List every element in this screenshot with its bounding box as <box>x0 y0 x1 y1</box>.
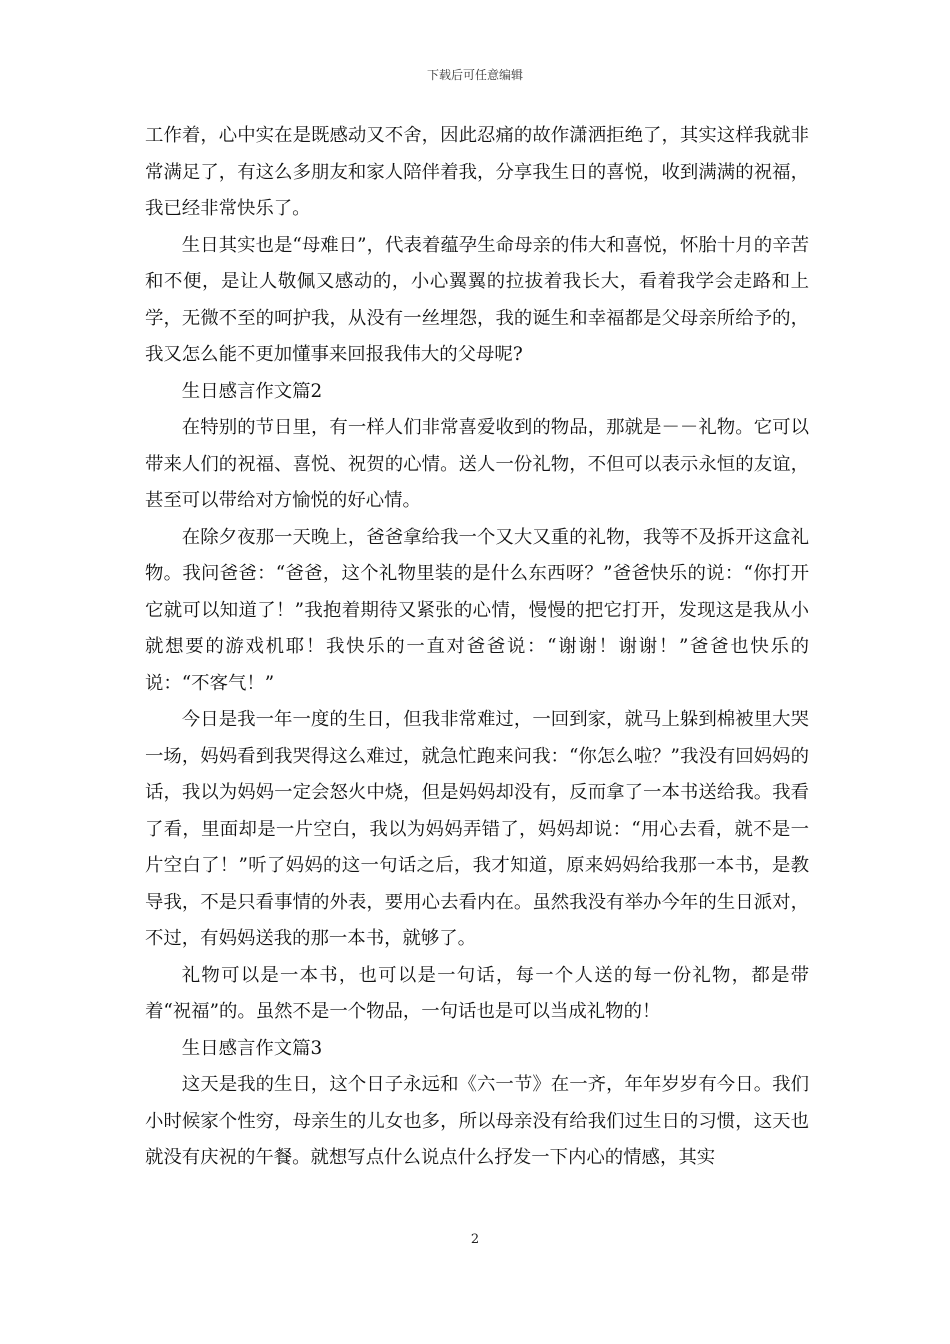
section-heading-2: 生日感言作文篇2 <box>181 380 323 402</box>
paragraph-mother-day: 生日其实也是“母难日”，代表着蕴孕生命母亲的伟大和喜悦，怀胎十月的辛苦和不便，是让人敬佩又感动的，小心翼翼的拉拔着我长大，看着我学会走路和上学，无微不至的呵护我，从没有一丝埋怨，我的诞生和幸福都是父母亲所给予的，我又怎么能不更加懂事来回报我伟大的父母呢? <box>145 234 809 365</box>
paragraph-continuation: 工作着，心中实在是既感动又不舍，因此忍痛的故作潇洒拒绝了，其实这样我就非常满足了，有这么多朋友和家人陪伴着我，分享我生日的喜悦，收到满满的祝福，我已经非常快乐了。 <box>145 125 809 219</box>
paragraph-birthday-book: 今日是我一年一度的生日，但我非常难过，一回到家，就马上躲到棉被里大哭一场，妈妈看到我哭得这么难过，就急忙跑来问我：“你怎么啦？”我没有回妈妈的话，我以为妈妈一定会怒火中烧，但是妈妈却没有，反而拿了一本书送给我。我看了看，里面却是一片空白，我以为妈妈弄错了，妈妈却说：“用心去看，就不是一片空白了！”听了妈妈的这一句话之后，我才知道，原来妈妈给我那一本书，是教导我，不是只看事情的外表，要用心去看内在。虽然我没有举办今年的生日派对，不过，有妈妈送我的那一本书，就够了。 <box>145 709 809 949</box>
document-body <box>145 118 809 1177</box>
page-header: 下载后可任意编辑 <box>426 68 523 82</box>
section-heading-3: 生日感言作文篇3 <box>181 1037 323 1059</box>
paragraph-new-year-eve: 在除夕夜那一天晚上，爸爸拿给我一个又大又重的礼物，我等不及拆开这盒礼物。我问爸爸：“爸爸，这个礼物里装的是什么东西呀？”爸爸快乐的说：“你打开它就可以知道了！”我抱着期待又紧张的心情，慢慢的把它打开，发现这是我从小就想要的游戏机耶！我快乐的一直对爸爸说：“谢谢！谢谢！”爸爸也快乐的说：“不客气！” <box>145 526 809 694</box>
paragraph-gift-intro: 在特别的节日里，有一样人们非常喜爱收到的物品，那就是－－礼物。它可以带来人们的祝福、喜悦、祝贺的心情。送人一份礼物，不但可以表示永恒的友谊，甚至可以带给对方愉悦的好心情。 <box>145 417 809 511</box>
paragraph-gift-conclusion: 礼物可以是一本书，也可以是一句话，每一个人送的每一份礼物，都是带着“祝福”的。虽然不是一个物品，一句话也是可以当成礼物的！ <box>145 964 809 1022</box>
page-number: 2 <box>470 1232 480 1247</box>
paragraph-childrens-day: 这天是我的生日，这个日子永远和《六一节》在一齐，年年岁岁有今日。我们小时候家个性穷，母亲生的儿女也多，所以母亲没有给我们过生日的习惯，这天也就没有庆祝的午餐。就想写点什么说点什么抒发一下内心的情感，其实 <box>145 1074 809 1168</box>
